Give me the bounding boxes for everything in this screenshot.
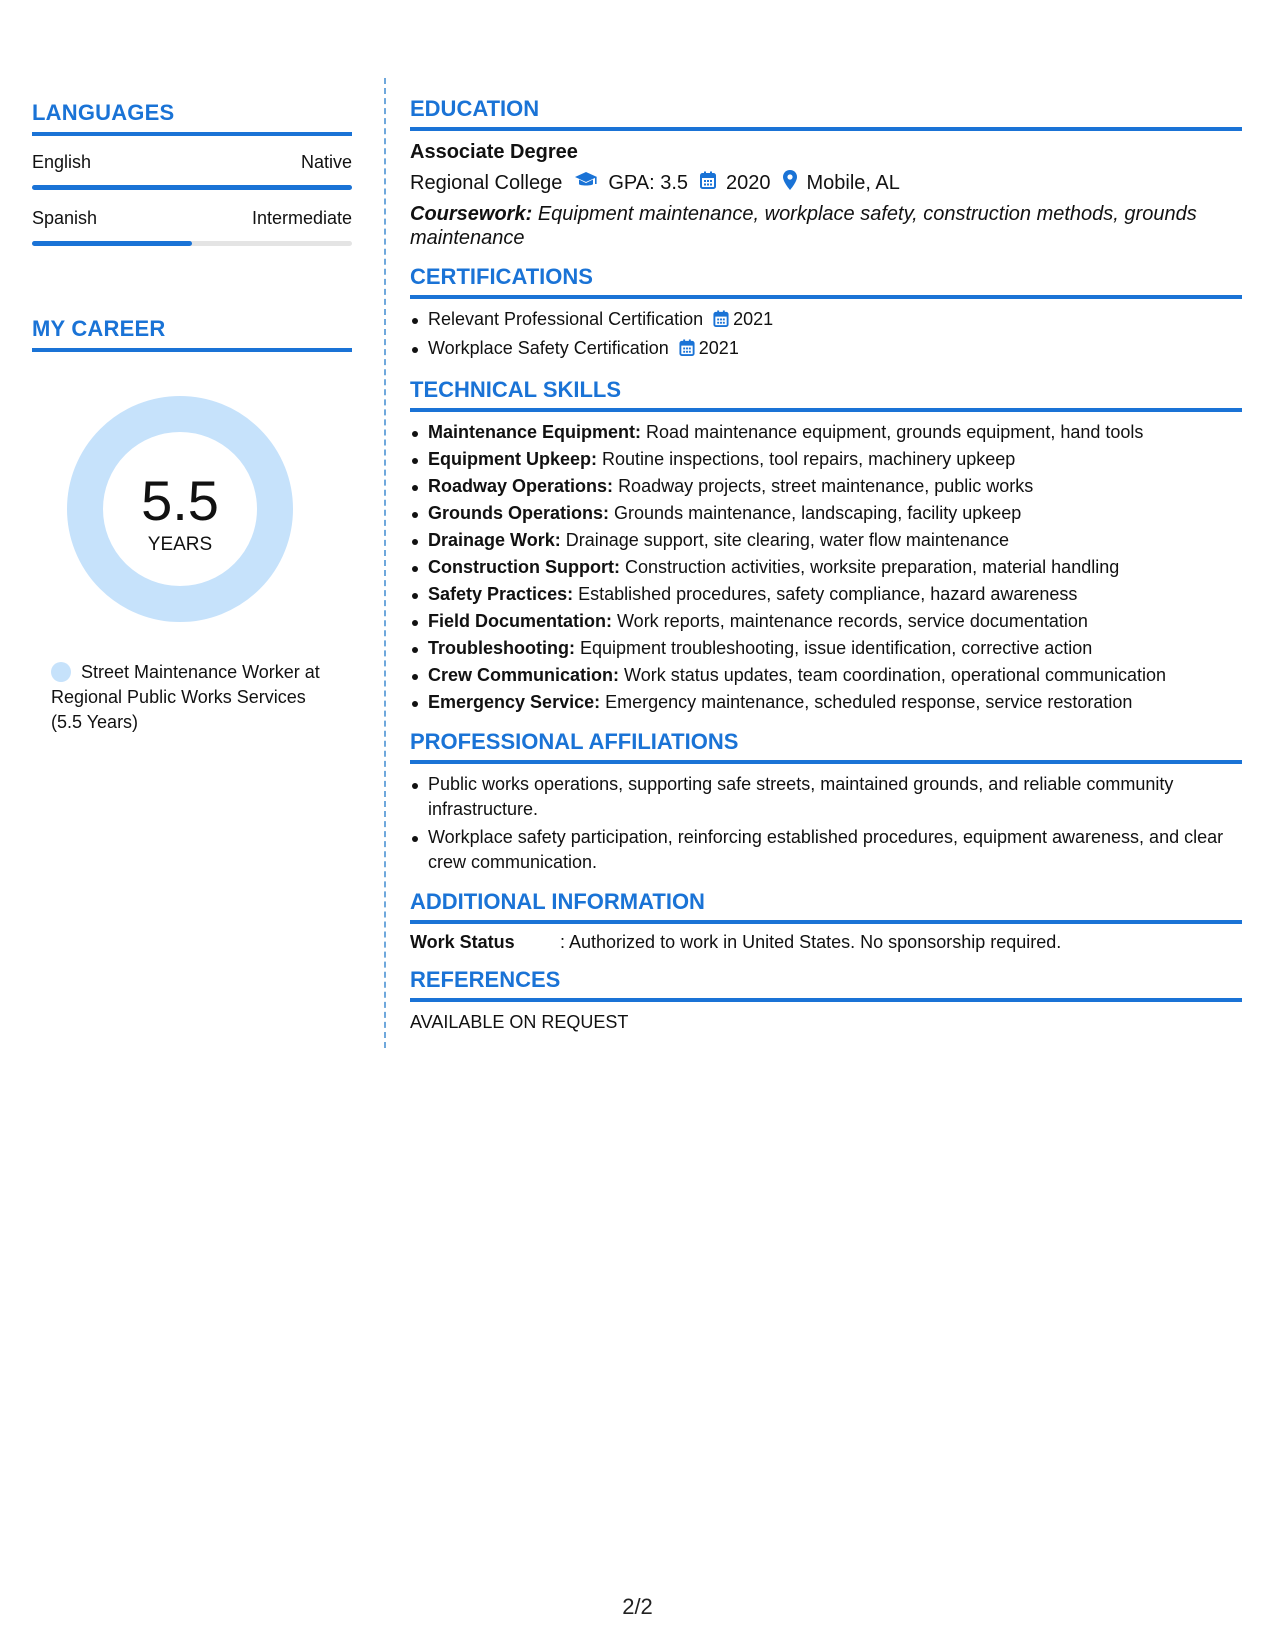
- skill-label: Safety Practices:: [428, 584, 574, 604]
- graduation-cap-icon: [574, 171, 598, 195]
- list-item: [410, 663, 1242, 688]
- education-heading: EDUCATION: [410, 96, 1242, 131]
- list-item: [410, 336, 1242, 363]
- skill-text: Construction activities, worksite preparation, material handling: [625, 557, 1120, 577]
- affiliations-heading: PROFESSIONAL AFFILIATIONS: [410, 729, 1242, 764]
- skill-text: Emergency maintenance, scheduled response, service restoration: [605, 692, 1133, 712]
- skill-text: Road maintenance equipment, grounds equipment, hand tools: [646, 422, 1144, 442]
- skill-label: Crew Communication:: [428, 665, 620, 685]
- career-heading: MY CAREER: [32, 316, 352, 352]
- list-item: [410, 609, 1242, 634]
- coursework-label: Coursework:: [410, 203, 533, 225]
- page-number: 2/2: [622, 1594, 653, 1619]
- skill-text: Established procedures, safety compliance, hazard awareness: [578, 584, 1078, 604]
- skill-label: Drainage Work:: [428, 530, 561, 550]
- skill-label: Troubleshooting:: [428, 638, 575, 658]
- degree-title: Associate Degree: [410, 141, 578, 163]
- technical-skills-heading: TECHNICAL SKILLS: [410, 377, 1242, 412]
- work-status-label: Work Status: [410, 932, 515, 952]
- school-name: Regional College: [410, 171, 563, 194]
- career-legend-dot: [51, 662, 71, 682]
- work-status-value: : Authorized to work in United States. No sponsorship required.: [560, 932, 1062, 952]
- skill-label: Construction Support:: [428, 557, 620, 577]
- gpa: GPA: 3.5: [608, 171, 688, 194]
- list-item: [410, 420, 1242, 445]
- list-item: [410, 636, 1242, 661]
- list-item: [410, 582, 1242, 607]
- certifications-list: [410, 307, 1242, 363]
- technical-skills-section: [410, 377, 1242, 715]
- language-name: English: [32, 152, 92, 172]
- list-item: [410, 555, 1242, 580]
- skill-text: Roadway projects, street maintenance, public works: [618, 476, 1034, 496]
- career-total-years: 5.5: [141, 469, 219, 532]
- work-status-row: [410, 932, 1242, 953]
- skill-text: Equipment troubleshooting, issue identification, corrective action: [580, 638, 1093, 658]
- list-item: [410, 307, 1242, 334]
- additional-info-section: [410, 889, 1242, 953]
- certification-name: Relevant Professional Certification: [428, 309, 704, 329]
- language-level: Intermediate: [251, 208, 352, 228]
- list-item: [410, 690, 1242, 715]
- references-text: AVAILABLE ON REQUEST: [410, 1012, 629, 1032]
- language-level: Native: [300, 152, 352, 172]
- coursework: [410, 202, 1242, 250]
- certifications-heading: CERTIFICATIONS: [410, 264, 1242, 299]
- skill-text: Grounds maintenance, landscaping, facility upkeep: [614, 503, 1022, 523]
- list-item: [410, 447, 1242, 472]
- skill-label: Equipment Upkeep:: [428, 449, 598, 469]
- calendar-icon: [700, 171, 716, 195]
- language-level-bar: [32, 185, 352, 190]
- career-total-unit: YEARS: [147, 534, 213, 555]
- skill-label: Roadway Operations:: [428, 476, 614, 496]
- language-name: Spanish: [32, 208, 98, 228]
- list-item: [410, 474, 1242, 499]
- calendar-icon: [679, 338, 695, 363]
- certification-year: 2021: [698, 338, 739, 358]
- list-item: [410, 501, 1242, 526]
- certification-name: Workplace Safety Certification: [428, 338, 669, 358]
- language-level-bar: [32, 241, 352, 246]
- right-column: [410, 96, 1242, 1047]
- skill-label: Field Documentation:: [428, 611, 612, 631]
- skill-label: Maintenance Equipment:: [428, 422, 642, 442]
- location-pin-icon: [783, 170, 797, 196]
- column-divider: [384, 78, 386, 1048]
- references-heading: REFERENCES: [410, 967, 1242, 1002]
- school-location: Mobile, AL: [806, 171, 900, 194]
- skills-list: [410, 420, 1242, 715]
- education-meta: [410, 170, 1242, 196]
- skill-text: Routine inspections, tool repairs, machinery upkeep: [602, 449, 1016, 469]
- career-donut: [67, 396, 293, 622]
- education-section: [410, 96, 1242, 250]
- language-item: [32, 208, 352, 246]
- calendar-icon: [713, 309, 729, 334]
- additional-info-heading: ADDITIONAL INFORMATION: [410, 889, 1242, 924]
- career-entry-text: Street Maintenance Worker at Regional Public Works Services (5.5 Years): [51, 662, 320, 732]
- affiliations-list: [410, 772, 1242, 875]
- list-item: Public works operations, supporting safe streets, maintained grounds, and reliable community infrastructure.: [410, 772, 1242, 822]
- certifications-section: [410, 264, 1242, 363]
- career-entry: [51, 660, 321, 735]
- language-level-fill: [32, 241, 192, 246]
- skill-text: Work reports, maintenance records, service documentation: [617, 611, 1088, 631]
- skill-text: Drainage support, site clearing, water flow maintenance: [565, 530, 1009, 550]
- skill-label: Grounds Operations:: [428, 503, 610, 523]
- list-item: [410, 528, 1242, 553]
- left-column: [32, 100, 352, 735]
- languages-heading: LANGUAGES: [32, 100, 352, 136]
- graduation-year: 2020: [726, 171, 771, 194]
- language-item: [32, 152, 352, 190]
- skill-text: Work status updates, team coordination, operational communication: [624, 665, 1166, 685]
- skill-label: Emergency Service:: [428, 692, 601, 712]
- list-item: Workplace safety participation, reinforcing established procedures, equipment awareness, and clear crew communication.: [410, 825, 1242, 875]
- affiliations-section: [410, 729, 1242, 875]
- certification-year: 2021: [733, 309, 774, 329]
- language-level-fill: [32, 185, 352, 190]
- coursework-text: Equipment maintenance, workplace safety, construction methods, grounds maintenance: [410, 203, 1197, 249]
- references-section: [410, 967, 1242, 1033]
